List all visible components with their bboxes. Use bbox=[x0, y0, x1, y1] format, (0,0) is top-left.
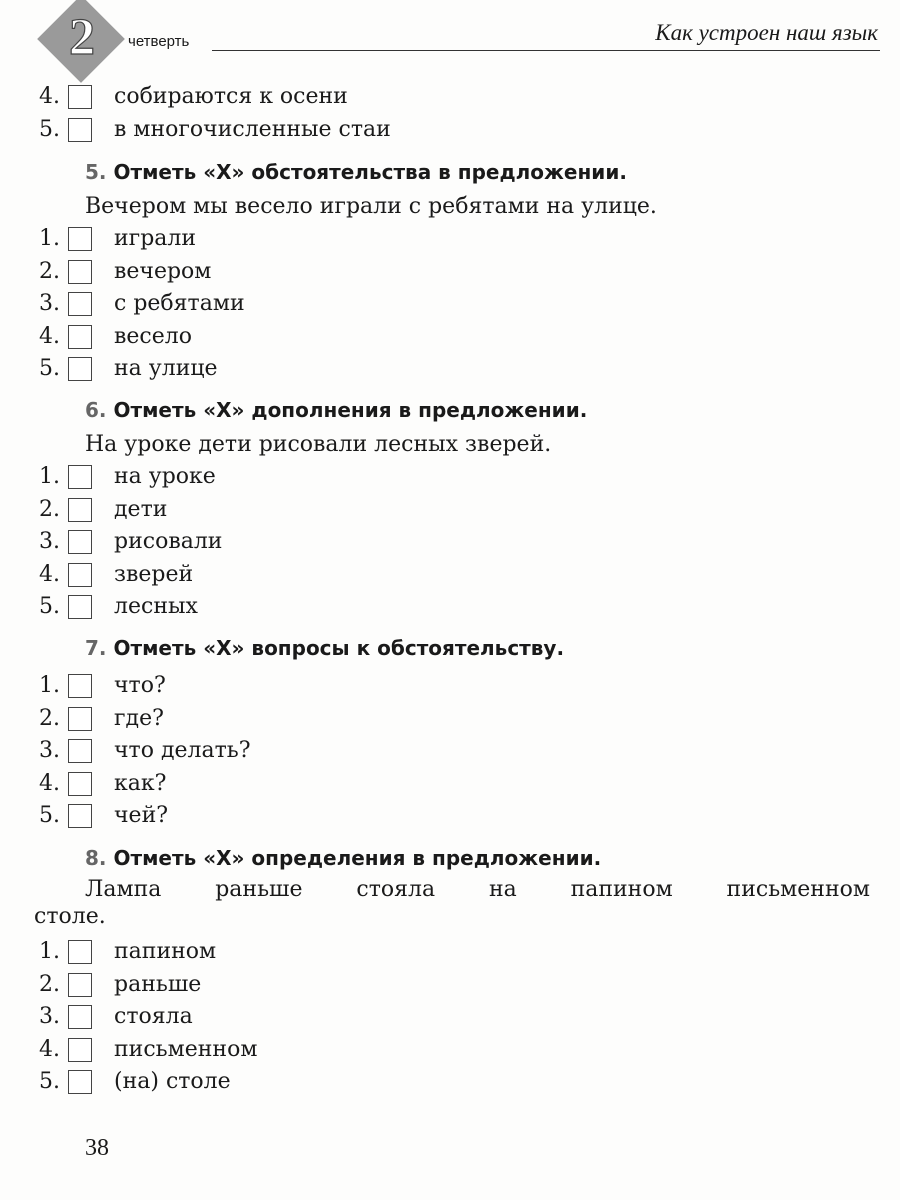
answer-option bbox=[0, 461, 900, 494]
option-text: на улице bbox=[114, 356, 218, 381]
option-text: на уроке bbox=[114, 464, 216, 489]
option-number: 3. bbox=[39, 1004, 60, 1029]
option-number: 4. bbox=[39, 323, 60, 349]
answer-option bbox=[0, 1066, 900, 1099]
answer-option bbox=[0, 526, 900, 559]
answer-option bbox=[0, 114, 900, 147]
answer-option bbox=[0, 353, 900, 386]
option-text: раньше bbox=[114, 971, 202, 997]
question-number: 6. bbox=[85, 398, 107, 422]
option-number: 3. bbox=[39, 291, 60, 316]
option-number: 1. bbox=[39, 939, 60, 964]
answer-option bbox=[0, 256, 900, 289]
option-text: с ребятами bbox=[114, 291, 245, 316]
option-number: 4. bbox=[39, 84, 60, 109]
answer-option bbox=[0, 591, 900, 624]
option-text: где? bbox=[114, 705, 164, 731]
option-text: рисовали bbox=[114, 529, 223, 554]
option-number: 2. bbox=[39, 971, 60, 997]
option-text: стояла bbox=[114, 1004, 193, 1029]
option-text: весело bbox=[114, 323, 192, 349]
answer-option bbox=[0, 1034, 900, 1067]
option-text: дети bbox=[114, 496, 168, 522]
checkbox[interactable] bbox=[68, 772, 92, 796]
question-6 bbox=[0, 392, 900, 624]
option-number: 5. bbox=[39, 1069, 60, 1094]
question-sentence: Вечером мы весело играли с ребятами на улице. bbox=[85, 194, 657, 219]
checkbox[interactable] bbox=[68, 118, 92, 142]
option-number: 1. bbox=[39, 226, 60, 251]
question-text: Отметь «Х» вопросы к обстоятельству. bbox=[113, 636, 565, 660]
answer-option bbox=[0, 670, 900, 703]
answer-option bbox=[0, 559, 900, 592]
option-text: что? bbox=[114, 673, 166, 698]
option-number: 3. bbox=[39, 529, 60, 554]
quarter-number: 2 bbox=[69, 9, 95, 66]
checkbox[interactable] bbox=[68, 804, 92, 828]
checkbox[interactable] bbox=[68, 595, 92, 619]
question-sentence-line-2: столе. bbox=[34, 904, 106, 929]
checkbox[interactable] bbox=[68, 292, 92, 316]
option-number: 1. bbox=[39, 464, 60, 489]
checkbox[interactable] bbox=[68, 674, 92, 698]
option-number: 2. bbox=[39, 705, 60, 731]
question-8 bbox=[0, 840, 900, 1099]
option-number: 5. bbox=[39, 356, 60, 381]
option-text: письменном bbox=[114, 1036, 258, 1062]
option-text: лесных bbox=[114, 594, 198, 619]
answer-option bbox=[0, 288, 900, 321]
question-sentence-line-1: Лампа раньше стояла на папином письменном bbox=[85, 877, 870, 902]
question-text: Отметь «Х» дополнения в предложении. bbox=[113, 398, 588, 422]
option-text: в многочисленные стаи bbox=[114, 116, 391, 142]
question-text: Отметь «Х» определения в предложении. bbox=[113, 846, 602, 870]
answer-option bbox=[0, 768, 900, 801]
answer-option bbox=[0, 1001, 900, 1034]
answer-option bbox=[0, 321, 900, 354]
option-text: играли bbox=[114, 226, 197, 251]
option-number: 1. bbox=[39, 673, 60, 698]
checkbox[interactable] bbox=[68, 357, 92, 381]
answer-option bbox=[0, 223, 900, 256]
question-number: 7. bbox=[85, 636, 107, 660]
option-number: 4. bbox=[39, 561, 60, 587]
option-text: чей? bbox=[114, 803, 169, 828]
option-number: 3. bbox=[39, 738, 60, 763]
option-text: собираются к осени bbox=[114, 84, 348, 109]
checkbox[interactable] bbox=[68, 563, 92, 587]
option-text: как? bbox=[114, 770, 167, 796]
question-title bbox=[0, 154, 900, 190]
checkbox[interactable] bbox=[68, 1038, 92, 1062]
answer-option bbox=[0, 735, 900, 768]
option-number: 5. bbox=[39, 803, 60, 828]
header-rule bbox=[212, 50, 880, 51]
checkbox[interactable] bbox=[68, 530, 92, 554]
question-7 bbox=[0, 630, 900, 833]
chapter-title: Как устроен наш язык bbox=[655, 20, 878, 45]
question-5 bbox=[0, 154, 900, 386]
checkbox[interactable] bbox=[68, 739, 92, 763]
checkbox[interactable] bbox=[68, 1005, 92, 1029]
page-number: 38 bbox=[85, 1135, 109, 1161]
option-number: 2. bbox=[39, 258, 60, 284]
option-number: 2. bbox=[39, 496, 60, 522]
option-text: папином bbox=[114, 939, 217, 964]
answer-option bbox=[0, 800, 900, 833]
answer-option bbox=[0, 494, 900, 527]
question-number: 5. bbox=[85, 160, 107, 184]
question-sentence: На уроке дети рисовали лесных зверей. bbox=[85, 432, 552, 457]
checkbox[interactable] bbox=[68, 498, 92, 522]
checkbox[interactable] bbox=[68, 940, 92, 964]
answer-option bbox=[0, 936, 900, 969]
checkbox[interactable] bbox=[68, 227, 92, 251]
question-text: Отметь «Х» обстоятельства в предложении. bbox=[113, 160, 627, 184]
answer-option bbox=[0, 969, 900, 1002]
option-number: 4. bbox=[39, 1036, 60, 1062]
answer-option bbox=[0, 81, 900, 114]
checkbox[interactable] bbox=[68, 1070, 92, 1094]
checkbox[interactable] bbox=[68, 325, 92, 349]
option-number: 5. bbox=[39, 594, 60, 619]
option-text: что делать? bbox=[114, 738, 251, 763]
checkbox[interactable] bbox=[68, 465, 92, 489]
checkbox[interactable] bbox=[68, 973, 92, 997]
checkbox[interactable] bbox=[68, 85, 92, 109]
option-text: вечером bbox=[114, 258, 212, 284]
option-number: 4. bbox=[39, 770, 60, 796]
answer-option bbox=[0, 703, 900, 736]
checkbox[interactable] bbox=[68, 260, 92, 284]
option-number: 5. bbox=[39, 116, 60, 142]
question-title bbox=[0, 630, 900, 666]
question-number: 8. bbox=[85, 846, 107, 870]
continuation-items bbox=[0, 81, 900, 146]
option-text: (на) столе bbox=[114, 1069, 231, 1094]
question-title bbox=[0, 392, 900, 428]
option-text: зверей bbox=[114, 561, 194, 587]
checkbox[interactable] bbox=[68, 707, 92, 731]
quarter-label: четверть bbox=[128, 33, 190, 50]
question-title bbox=[0, 840, 900, 876]
